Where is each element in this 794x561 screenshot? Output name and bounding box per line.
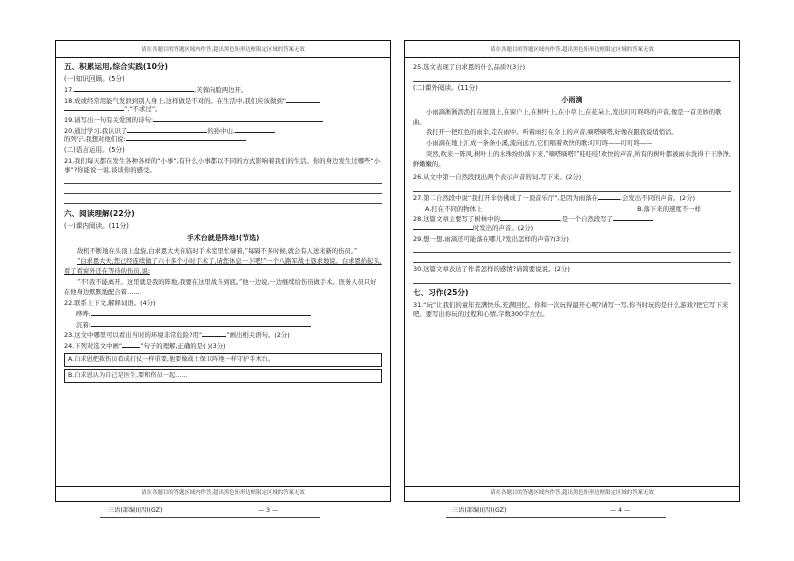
passage-paragraph: 我打开一把红色的雨伞,走在雨中。听着雨打在伞上的声音,嘀嗒嘀嗒,好像在跟我说悄悄话。 [426,129,678,137]
question-17: 17. ,芙蓉向脸两边开。 [64,86,248,95]
answer-blank[interactable] [122,342,140,348]
answer-blank[interactable] [286,97,320,103]
answer-blank[interactable] [500,215,560,221]
question-24: 24.下列对选文中画“ ”句子的理解,正确的是( )(3分) [64,342,226,351]
passage-paragraph-underlined: “白求恩大夫,您已经连续做了六十多个小时手术了,请您休息一下吧!”一个八路军战士恳求地说。白求恩抬起头,看了看窗外还在等待的伤员,说: [64,258,382,276]
answer-blank[interactable] [153,116,323,122]
question-18: 18.成或经常用能气发泄到别人身上,这样做是不对的。在生活中,我们应该做到“ ”,“不求过”。 [64,97,382,114]
header-divider [56,57,390,58]
answer-blank[interactable] [64,105,124,111]
footer-page-number-right: — 4 — [610,507,631,514]
answer-blank[interactable] [127,127,207,133]
section-5-part-2: (二)语言运用。(5分) [64,145,125,154]
footer-rule-right [446,517,666,518]
answer-line[interactable] [413,184,731,192]
passage-paragraph: 小雨滴在地上汇成一条条小溪,流向远方,它们唱着欢快的歌:叮叮咚——叮叮咚—— [426,140,653,148]
footer-divider [405,486,739,487]
page-header-notice: 请在各题目的答题区域内作答,超出黑色矩形边框限定区域的答案无效 [490,47,654,53]
answer-line[interactable] [64,196,382,204]
answer-blank[interactable] [235,127,275,133]
question-22-a: 哗哗: [64,310,382,319]
question-30: 30.这篇文章表达了作者怎样的感情?请简要说说。(2分) [413,265,570,274]
section-6-part-1: (一)课内阅读。(11分) [64,222,129,231]
answer-line[interactable] [413,276,731,284]
question-28: 28.这篇文章主要写了树林中的 ,是一个自然段写了 时发出的声音。(2分) [413,215,731,232]
page-footer-notice: 请在各题目的答题区域内作答,超出黑色矩形边框限定区域的答案无效 [141,489,305,496]
option-box-b[interactable]: B.白求恩认为自己是医生,要和伤员一起…… [64,369,382,383]
footer-rule-left [100,517,320,518]
question-29: 29.想一想,雨滴还可能落在哪儿?发出怎样的声音?(3分) [413,234,569,243]
passage-paragraph: “不!我不能离开。这里就是我的阵地,我要在这里战斗到底。”他一边说,一边继续给伤员做手术。医务人员只好在他身边默默地配合着…… [64,278,377,296]
option-b[interactable]: B.落下来的速度不一样 [637,204,701,213]
page-footer-notice: 请在各题目的答题区域内作答,超出黑色矩形边框限定区域的答案无效 [490,489,654,496]
question-22-b: 沉着: [64,321,382,330]
section-5-part-1: (一)知识回顾。(5分) [64,75,125,84]
passage-paragraph: 小雨滴淅淅沥沥打在屋顶上,在窗户上,在树叶上,在小草上,在花朵上,发出叮叮咚咚的声音,像是一首美妙的歌曲。 [413,108,722,126]
footer-divider [56,486,390,487]
answer-line[interactable] [413,245,731,253]
answer-blank[interactable] [91,321,311,327]
passage-paragraph: 敌机不断地在头顶上盘旋,白求恩大夫在临时手术室里忙碌着,“每隔不多时候,就会有人送来新的伤员。” [77,247,358,255]
answer-blank[interactable] [74,86,194,92]
answer-blank[interactable] [202,331,226,337]
question-25: 25.选文表现了白求恩的什么品质?(3分) [413,63,526,71]
question-27-options [413,205,731,214]
option-box-a[interactable]: A.白求恩把救伤员看成打仗一样重要,他要像战士保卫阵地一样守护手术台。 [64,353,382,367]
question-22: 22.联系上下文,解释词语。(4分) [64,299,156,308]
question-21: 21.我们每天都在发生各种各样的“小事”,有什么小事都以不同的方式影响着我们的生活。你的身边发生过哪些“小事”?你能说一说,谈谈你的感受。 [64,156,381,174]
answer-line[interactable] [64,186,382,194]
answer-sheet-page-right [404,40,740,502]
section-6-part-2: (二)课外阅读。(11分) [413,83,478,92]
section-5-title: 五、积累运用,综合实践(10分) [64,62,168,71]
answer-blank[interactable] [413,224,473,230]
question-20: 20.通过学习,我认识了 的孙中山, 的列宁,我想对他们说: [64,127,382,144]
answer-sheet-page-left [55,40,391,502]
answer-line[interactable] [64,176,382,184]
left-page-content [64,61,382,485]
passage-title: 小雨滴 [561,95,583,104]
answer-blank[interactable] [91,310,311,316]
header-divider [405,57,739,58]
question-31: 31.“玩”让我们的童年充满快乐,充满回忆。你和一次玩得最开心呢?请写一写,你当时玩的是什么游戏?把它写下来吧。要写出你玩的过程和心情,字数300字左右。 [413,301,729,318]
footer-label-left: 三语(部编)(四)(GZ) [108,507,163,514]
question-23: 23.这文中哪里可以看出当时的环境非常危险?用“ ”画出相关语句。(2分) [64,331,290,340]
passage-paragraph: 突然,吹来一阵风,树叶上的水珠纷纷落下来,“嘀嗒嘀嗒!”哇哇哇!欢快的声音,所有的树叶都被雨水洗得干干净净,鲜嫩嫩的。 [413,150,731,168]
answer-line[interactable] [413,74,731,82]
footer-page-number-left: — 3 — [258,507,279,514]
question-19: 19.请写出一句有关爱国的诗句: [64,116,382,125]
question-26: 26.从文中第一自然段找出两个表示声音的词,写下来。(2分) [413,173,582,182]
footer-label-right: 三语(部编)(四)(GZ) [452,507,507,514]
question-27: 27.第二自然段中说“我打开伞仿佛成了一顶音乐厅”,是因为雨落在 ,会发出不同的声音。(2分) [413,194,695,203]
section-6-title: 六、阅读理解(22分) [64,209,135,219]
right-page-content [413,61,731,485]
page-header-notice: 请在各题目的答题区域内作答,超出黑色矩形边框限定区域的答案无效 [141,47,305,53]
passage-title: 手术台就是阵地!(节选) [186,234,260,243]
answer-line[interactable] [413,255,731,263]
section-7-title: 七、习作(25分) [413,287,469,297]
answer-blank[interactable] [613,215,653,221]
answer-blank[interactable] [126,135,246,141]
option-a[interactable]: A.打在不同的物体上 [425,204,483,213]
answer-blank[interactable] [598,194,620,200]
